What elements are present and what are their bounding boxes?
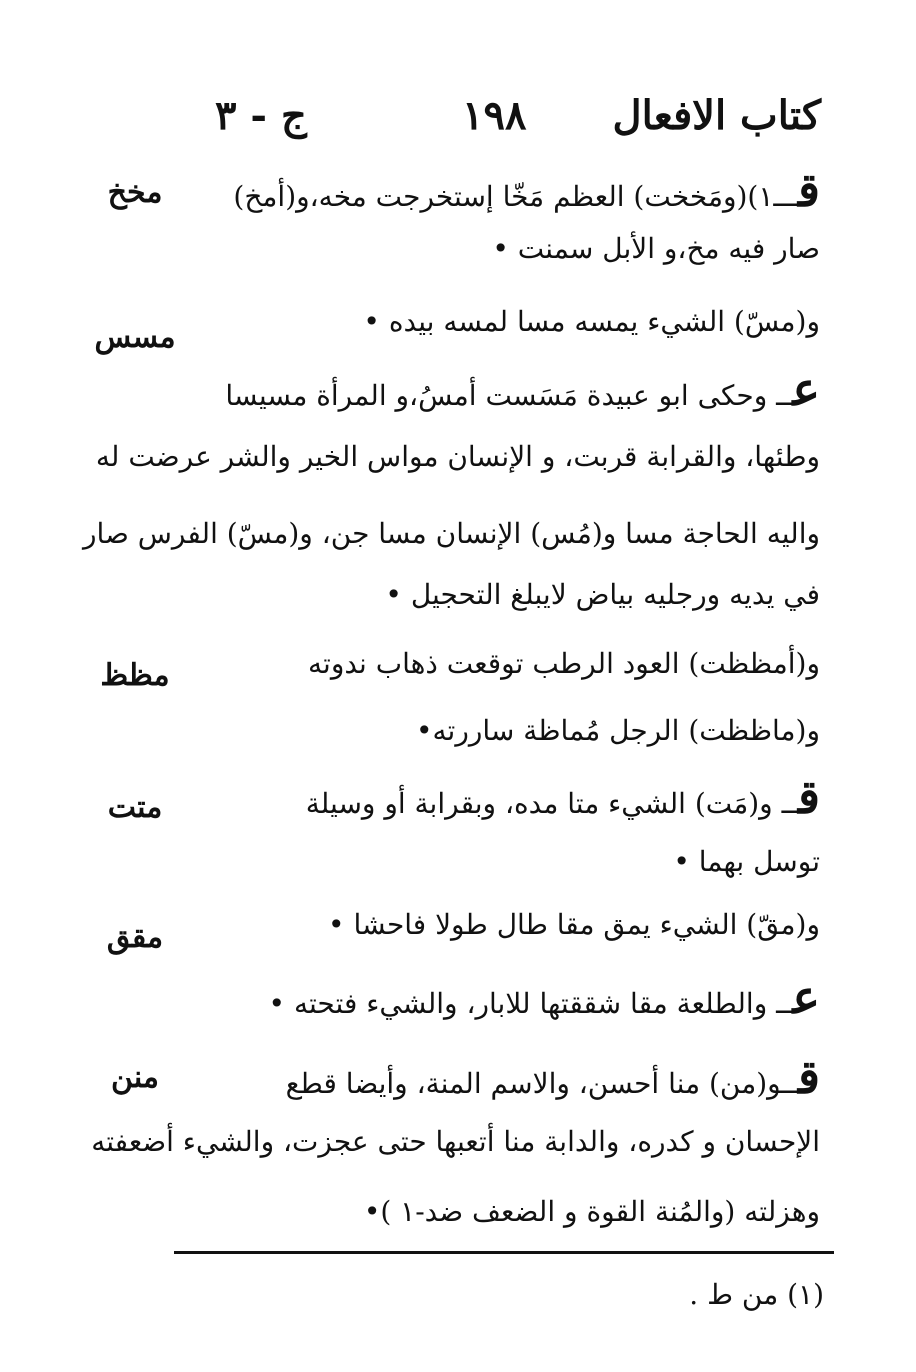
volume-label: ج - ٣ — [215, 92, 307, 139]
text-line — [385, 578, 820, 611]
line-text: و(مسّ) الشيء يمسه مسا لمسه بيده • — [363, 305, 820, 338]
footnote-divider — [174, 1251, 834, 1254]
line-text: و(أمظظت) العود الرطب توقعت ذهاب ندوته — [308, 647, 820, 680]
line-text: ـــ١)(ومَخخت) العظم مَخّا إستخرجت مخه،و(أمخ) — [233, 180, 798, 213]
line-text: وهزلته (والمُنة القوة و الضعف ضد-١ )• — [363, 1195, 820, 1228]
text-line — [363, 305, 820, 338]
margin-word: مخخ — [107, 175, 163, 210]
source-mark: ق — [798, 163, 820, 217]
line-text: ــ والطلعة مقا شققتها للابار، والشيء فتحته • — [268, 987, 793, 1020]
text-line — [416, 714, 820, 747]
text-line — [308, 647, 820, 680]
text-line — [83, 517, 820, 550]
margin-word: مقق — [106, 920, 164, 955]
book-title: كتاب الافعال — [612, 92, 821, 139]
line-text: توسل بهما • — [673, 845, 820, 878]
text-line — [286, 1050, 820, 1104]
line-text: في يديه ورجليه بياض لايبلغ التحجيل • — [385, 578, 820, 611]
line-text: الإحسان و كدره، والدابة منا أتعبها حتى عجزت، والشيء أضعفته — [91, 1125, 820, 1158]
text-line — [673, 845, 820, 878]
source-mark: ع — [792, 362, 820, 416]
source-mark: ق — [798, 770, 820, 824]
source-mark: ق — [798, 1050, 820, 1104]
line-text: ــو(من) منا أحسن، والاسم المنة، وأيضا قطع — [285, 1067, 798, 1100]
text-line — [328, 908, 820, 941]
page-number: ١٩٨ — [462, 92, 527, 139]
line-text: و(مقّ) الشيء يمق مقا طال طولا فاحشا • — [328, 908, 820, 941]
line-text: وطئها، والقرابة قربت، و الإنسان مواس الخير والشر عرضت له — [95, 440, 820, 473]
margin-word: مظظ — [100, 658, 170, 693]
line-text: واليه الحاجة مسا و(مُس) الإنسان مسا جن، و(مسّ) الفرس صار — [83, 517, 820, 550]
line-text: و(ماظظت) الرجل مُماظة ساررته• — [416, 714, 820, 747]
text-line — [269, 970, 820, 1024]
text-line — [233, 163, 820, 217]
margin-word: مسس — [94, 320, 176, 355]
source-mark: ع — [792, 970, 820, 1024]
text-line — [96, 440, 820, 473]
margin-word: منن — [111, 1060, 159, 1095]
text-line — [364, 1195, 820, 1228]
text-line — [306, 770, 820, 824]
footnote: (١) من ط . — [689, 1278, 824, 1311]
text-line — [91, 1125, 820, 1158]
line-text: ــ وحكى ابو عبيدة مَسَست أمسُ،و المرأة مسيسا — [225, 379, 793, 412]
text-line — [225, 362, 820, 416]
line-text: صار فيه مخ،و الأبل سمنت • — [492, 232, 820, 265]
margin-word: متت — [107, 790, 163, 825]
line-text: ــ و(مَت) الشيء متا مده، وبقرابة أو وسيلة — [305, 787, 798, 820]
text-line — [492, 232, 820, 265]
